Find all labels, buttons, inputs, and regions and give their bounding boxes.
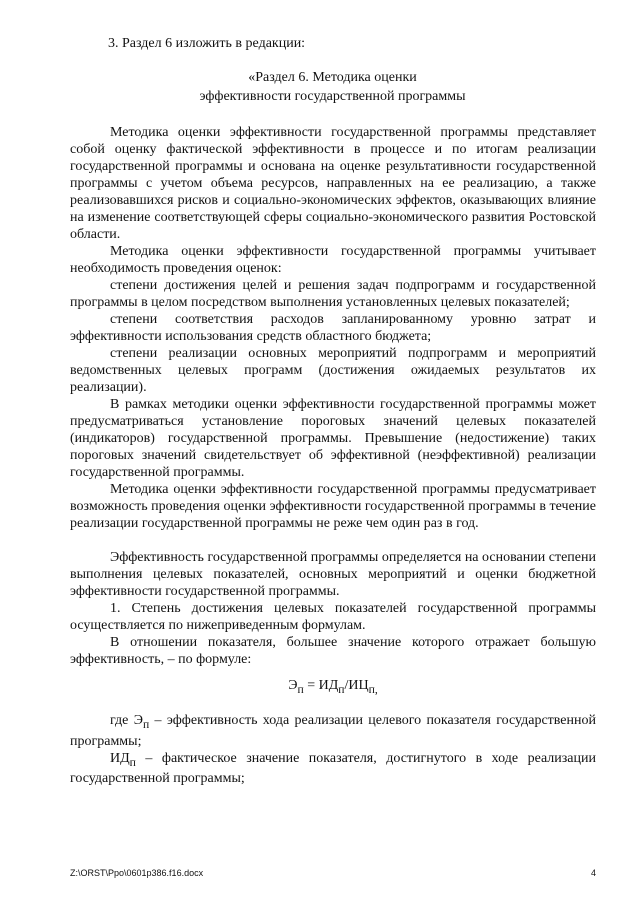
paragraph: Методика оценки эффективности государственной программы учитывает необходимость проведения оценок: [70,244,596,276]
file-path: Z:\ORST\Ppo\0601p386.f16.docx [70,868,204,878]
definition-symbol: Э [133,712,143,728]
definition-item [70,712,596,750]
definition-symbol: ИД [110,750,130,766]
page-number: 4 [590,868,596,878]
definition-item [70,750,596,788]
definition-subscript: п [142,717,150,731]
paragraph: В рамках методики оценки эффективности государственной программы может предусматриваться установление пороговых значений целевых показателей (индикаторов) государственной программы. Превышение (недостижение) таких пороговых значений свидетельствует об эффективной (неэффективной) реализации государственной программы. [70,397,596,480]
amendment-lead: 3. Раздел 6 изложить в редакции: [108,36,306,51]
section-heading [70,68,595,106]
formula-subscript: п, [368,682,378,696]
paragraph: В отношении показателя, большее значение которого отражает большую эффективность, – по формуле: [70,635,596,667]
paragraph: степени соответствия расходов запланированному уровню затрат и эффективности использования средств областного бюджета; [70,312,596,344]
paragraph: степени достижения целей и решения задач подпрограмм и государственной программы в целом посредством выполнения установленных целевых показателей; [70,278,596,310]
efficiency-formula [70,677,596,698]
formula-subscript: п [297,682,304,696]
document-body [70,124,596,787]
section-heading-line-1: «Раздел 6. Методика оценки [248,70,417,85]
paragraph: 1. Степень достижения целевых показателей государственной программы осуществляется по нижеприведенным формулам. [70,601,596,633]
formula-part: = ИД [303,678,339,693]
paragraph: Методика оценки эффективности государственной программы представляет собой оценку фактической эффективности в процессе и по итогам реализации государственной программы и основана на оценке результативности государственной программы с учетом объема ресурсов, направленных на ее реализацию, а также реализовавшихся рисков и социально-экономических эффектов, оказывающих влияние на изменение соответствующей сферы социально-экономического развития Ростовской области. [70,125,596,242]
definition-prefix: где [110,712,134,728]
paragraph: Методика оценки эффективности государственной программы предусматривает возможность проведения оценки эффективности государственной программы в течение реализации государственной программы не реже чем один раз в год. [70,482,596,531]
paragraph: степени реализации основных мероприятий подпрограмм и мероприятий ведомственных целевых программ (достижения ожидаемых результатов их реализации). [70,346,596,395]
paragraph: Эффективность государственной программы определяется на основании степени выполнения целевых показателей, основных мероприятий и оценки бюджетной эффективности государственной программы. [70,550,596,599]
definition-text: – эффективность хода реализации целевого показателя государственной программы; [70,712,596,749]
definition-text: – фактическое значение показателя, достигнутого в ходе реализации государственной программы; [70,750,596,787]
section-heading-line-2: эффективности государственной программы [199,89,466,104]
formula-symbol: Э [288,678,298,693]
formula-subscript: п [338,682,345,696]
formula-part: /ИЦ [344,678,369,693]
definition-subscript: п [129,755,136,769]
